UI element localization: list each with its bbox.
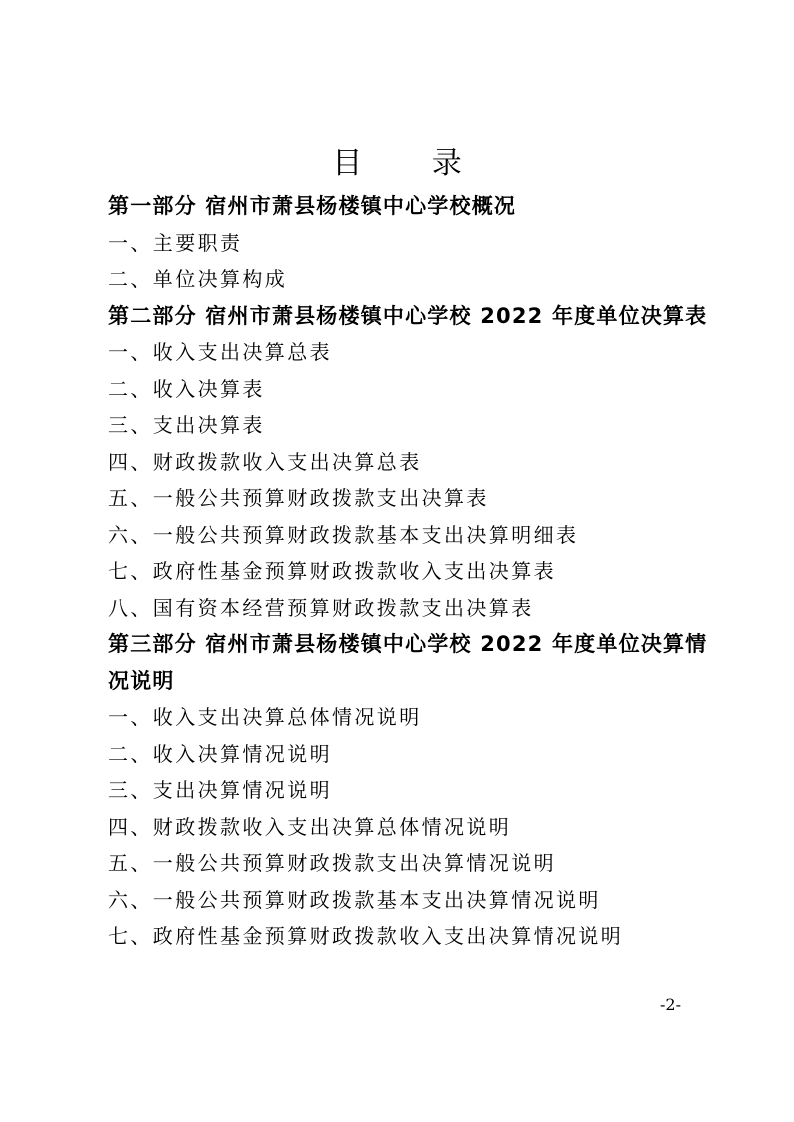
page-title: 目 录: [332, 146, 492, 181]
toc-section-2: [108, 298, 708, 627]
toc-item: 二、收入决算表: [108, 376, 265, 401]
page-number: -2-: [660, 995, 681, 1014]
toc-item: 六、一般公共预算财政拨款基本支出决算明细表: [108, 522, 579, 547]
toc-item: 六、一般公共预算财政拨款基本支出决算情况说明: [108, 887, 601, 912]
toc-item: 三、支出决算情况说明: [108, 778, 332, 802]
toc-section-1: [108, 188, 708, 298]
toc-item: 四、财政拨款收入支出决算总表: [108, 449, 422, 474]
toc-item: 五、一般公共预算财政拨款支出决算表: [108, 486, 489, 510]
toc-item: 八、国有资本经营预算财政拨款支出决算表: [108, 595, 534, 620]
toc-section-3: [108, 626, 708, 955]
toc-item: 一、主要职责: [108, 230, 243, 255]
toc-item: 四、财政拨款收入支出决算总体情况说明: [108, 814, 512, 839]
section-heading: 第二部分 宿州市萧县杨楼镇中心学校 2022 年度单位决算表: [108, 303, 708, 328]
table-of-contents: [108, 188, 708, 955]
toc-item: 七、政府性基金预算财政拨款收入支出决算表: [108, 559, 556, 583]
section-heading: 第一部分 宿州市萧县杨楼镇中心学校概况: [108, 194, 517, 218]
toc-item: 二、收入决算情况说明: [108, 741, 332, 766]
toc-item: 三、支出决算表: [108, 413, 265, 437]
toc-item: 七、政府性基金预算财政拨款收入支出决算情况说明: [108, 924, 624, 948]
toc-item: 二、单位决算构成: [108, 267, 288, 291]
section-heading: 第三部分 宿州市萧县杨楼镇中心学校 2022 年度单位决算情况说明: [108, 632, 708, 693]
toc-item: 一、收入支出决算总体情况说明: [108, 705, 422, 729]
toc-item: 一、收入支出决算总表: [108, 340, 332, 364]
toc-item: 五、一般公共预算财政拨款支出决算情况说明: [108, 851, 556, 875]
